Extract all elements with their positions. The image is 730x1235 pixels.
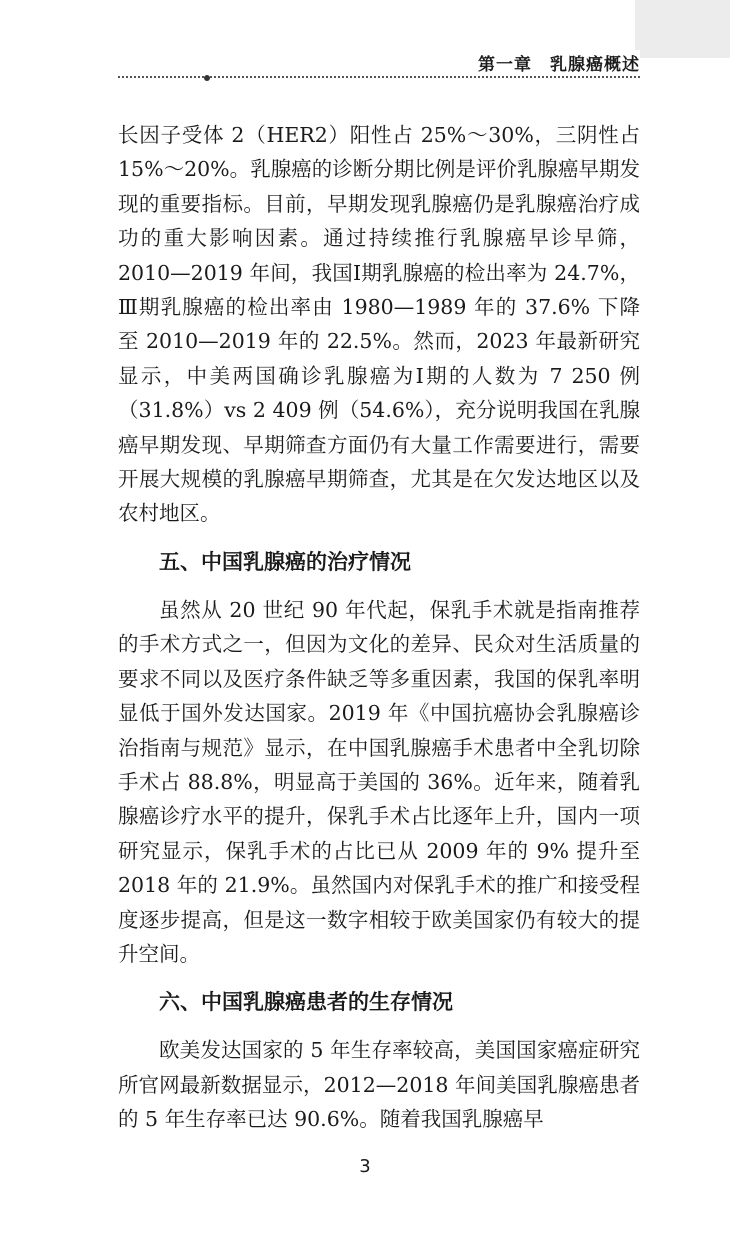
paragraph-continuation: 长因子受体 2（HER2）阳性占 25%～30%，三阴性占 15%～20%。乳腺癌的诊断分期比例是评价乳腺癌早期发现的重要指标。目前，早期发现乳腺癌仍是乳腺癌治疗成功的重大影响因素。通过持续推行乳腺癌早诊早筛，2010—2019 年间，我国Ⅰ期乳腺癌的检出率为 24.7%，Ⅲ期乳腺癌的检出率由 1980—1989 年的 37.6% 下降至 2010—2019 年的 22.5%。然而，2023 年最新研究显示，中美两国确诊乳腺癌为Ⅰ期的人数为 7 250 例（31.8%）vs 2 409 例（54.6%），充分说明我国在乳腺癌早期发现、早期筛查方面仍有大量工作需要进行，需要开展大规模的乳腺癌早期筛查，尤其是在欠发达地区以及农村地区。 bbox=[118, 123, 640, 526]
page-body bbox=[118, 118, 640, 1137]
page-number: 3 bbox=[359, 1156, 371, 1177]
section-heading-survival: 六、中国乳腺癌患者的生存情况 bbox=[159, 990, 453, 1015]
header-dot-ornament bbox=[204, 75, 210, 81]
paragraph-treatment: 虽然从 20 世纪 90 年代起，保乳手术就是指南推荐的手术方式之一，但因为文化的差异、民众对生活质量的要求不同以及医疗条件缺乏等多重因素，我国的保乳率明显低于国外发达国家。2019 年《中国抗癌协会乳腺癌诊治指南与规范》显示，在中国乳腺癌手术患者中全乳切除手术占 88.8%，明显高于美国的 36%。近年来，随着乳腺癌诊疗水平的提升，保乳手术占比逐年上升，国内一项研究显示，保乳手术的占比已从 2009 年的 9% 提升至 2018 年的 21.9%。虽然国内对保乳手术的推广和接受程度逐步提高，但是这一数字相较于欧美国家仍有较大的提升空间。 bbox=[118, 597, 640, 966]
header-dotted-rule bbox=[118, 76, 640, 78]
chapter-title: 第一章 乳腺癌概述 bbox=[470, 50, 640, 75]
running-header bbox=[118, 55, 640, 84]
corner-tab bbox=[635, 0, 730, 58]
section-heading-treatment: 五、中国乳腺癌的治疗情况 bbox=[159, 549, 411, 574]
paragraph-survival: 欧美发达国家的 5 年生存率较高，美国国家癌症研究所官网最新数据显示，2012—2018 年间美国乳腺癌患者的 5 年生存率已达 90.6%。随着我国乳腺癌早 bbox=[118, 1038, 640, 1132]
